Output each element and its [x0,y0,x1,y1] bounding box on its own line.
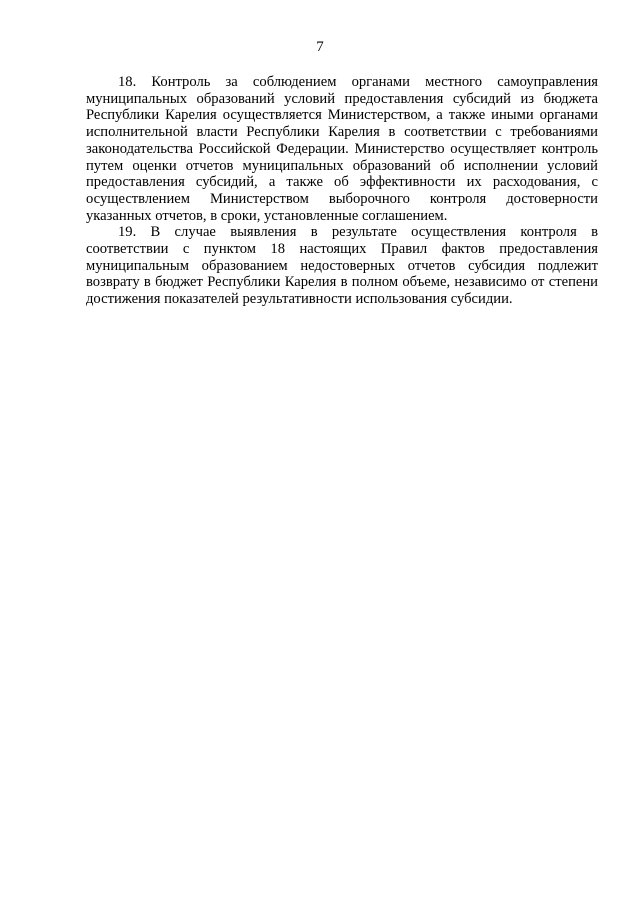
paragraph-18: 18. Контроль за соблюдением органами местного самоуправления муниципальных образований условий предоставления субсидий из бюджета Республики Карелия осуществляется Министерством, а также иными органами исполнительной власти Республики Карелия в соответствии с требованиями законодательства Российской Федерации. Министерство осуществляет контроль путем оценки отчетов муниципальных образований об исполнении условий предоставления субсидий, а также об эффективности их расходования, с осуществлением Министерством выборочного контроля достоверности указанных отчетов, в сроки, установленные соглашением. [86,74,598,224]
paragraph-19: 19. В случае выявления в результате осуществления контроля в соответствии с пунктом 18 настоящих Правил фактов предоставления муниципальным образованием недостоверных отчетов субсидия подлежит возврату в бюджет Республики Карелия в полном объеме, независимо от степени достижения показателей результативности использования субсидии. [86,224,598,308]
document-body [86,74,598,308]
page-number: 7 [316,39,324,55]
